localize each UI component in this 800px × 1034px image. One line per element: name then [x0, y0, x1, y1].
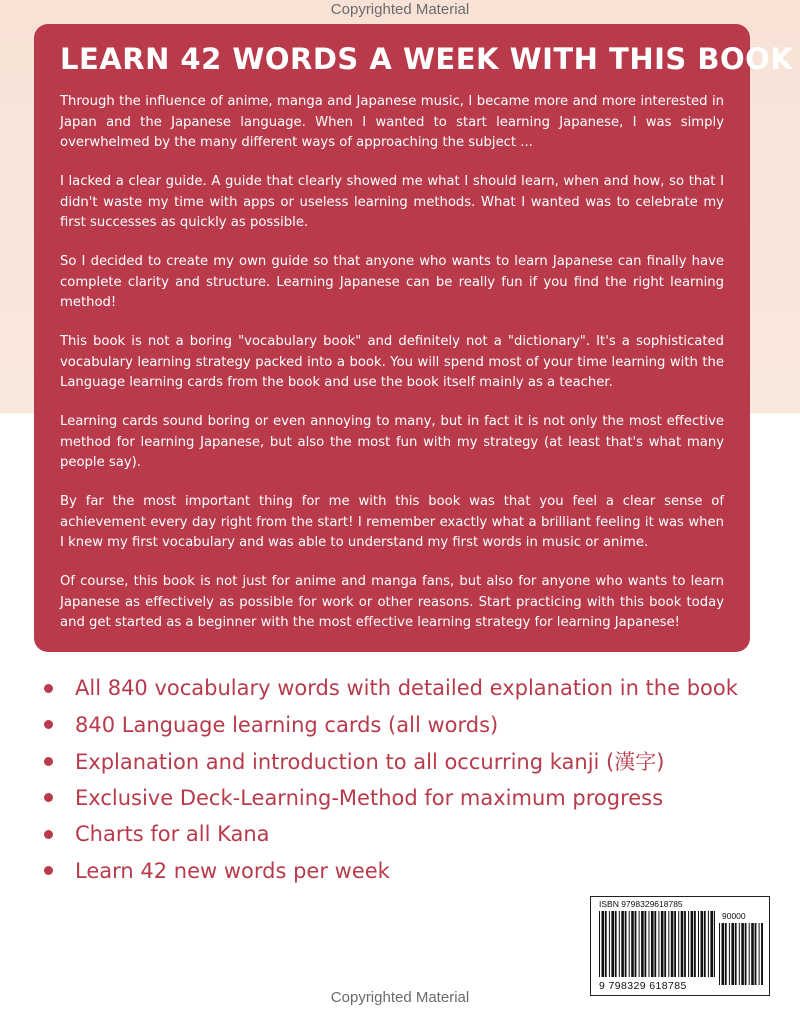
- feature-text: All 840 vocabulary words with detailed explanation in the book: [75, 676, 738, 701]
- feature-item: [44, 780, 744, 817]
- price-code: 90000: [722, 911, 746, 921]
- paragraph-4: This book is not a boring "vocabulary book" and definitely not a "dictionary". It's a sophisticated vocabulary learning strategy packed into a book. You will spend most of your time learning with the Language learning cards from the book and use the book itself mainly as a teacher.: [60, 334, 724, 390]
- copyright-watermark-top: Copyrighted Material: [330, 1, 470, 18]
- isbn-label: ISBN 9798329618785: [599, 899, 683, 909]
- paragraph-5: Learning cards sound boring or even annoying to many, but in fact it is not only the most effective method for learning Japanese, but also the most fun with my strategy (at least that's what many people say).: [60, 414, 724, 470]
- bullet-icon: [44, 793, 53, 802]
- feature-text: Charts for all Kana: [75, 822, 270, 847]
- paragraph-1: Through the influence of anime, manga and Japanese music, I became more and more interested in Japan and the Japanese language. When I wanted to start learning Japanese, I was simply overwhelmed by the many different ways of approaching the subject ...: [60, 94, 724, 150]
- isbn-barcode: [590, 896, 770, 996]
- copyright-watermark-bottom: Copyrighted Material: [330, 989, 470, 1006]
- bullet-icon: [44, 866, 53, 875]
- feature-item: [44, 707, 744, 744]
- feature-item: [44, 853, 744, 890]
- card-title: LEARN 42 WORDS A WEEK WITH THIS BOOK: [60, 42, 794, 76]
- feature-item: [44, 743, 744, 780]
- feature-list: [44, 670, 744, 889]
- bullet-icon: [44, 830, 53, 839]
- feature-text: Exclusive Deck-Learning-Method for maximum progress: [75, 785, 664, 810]
- feature-text: Explanation and introduction to all occurring kanji (漢字): [75, 750, 665, 775]
- barcode-addon-bars-icon: [719, 923, 763, 985]
- bullet-icon: [44, 757, 53, 766]
- paragraph-2: I lacked a clear guide. A guide that clearly showed me what I should learn, when and how, so that I didn't waste my time with apps or useless learning methods. What I wanted was to celebrate my first successes as quickly as possible.: [60, 174, 724, 230]
- paragraph-6: By far the most important thing for me with this book was that you feel a clear sense of achievement every day right from the start! I remember exactly what a brilliant feeling it was when I knew my first vocabulary and was able to understand my first words in music or anime.: [60, 494, 724, 550]
- barcode-number: 9 798329 618785: [599, 980, 687, 992]
- barcode-bars-icon: [599, 911, 715, 977]
- paragraph-3: So I decided to create my own guide so that anyone who wants to learn Japanese can finally have complete clarity and structure. Learning Japanese can be really fun if you find the right learning method!: [60, 254, 724, 310]
- bullet-icon: [44, 684, 53, 693]
- feature-item: [44, 816, 744, 853]
- bullet-icon: [44, 720, 53, 729]
- feature-item: [44, 670, 744, 707]
- feature-text: 840 Language learning cards (all words): [75, 712, 499, 737]
- paragraph-7: Of course, this book is not just for anime and manga fans, but also for anyone who wants to learn Japanese as effectively as possible for work or other reasons. Start practicing with this book today and get started as a beginner with the most effective learning strategy for learning Japanese!: [60, 574, 724, 630]
- feature-text: Learn 42 new words per week: [75, 858, 390, 883]
- description-card: [34, 24, 794, 652]
